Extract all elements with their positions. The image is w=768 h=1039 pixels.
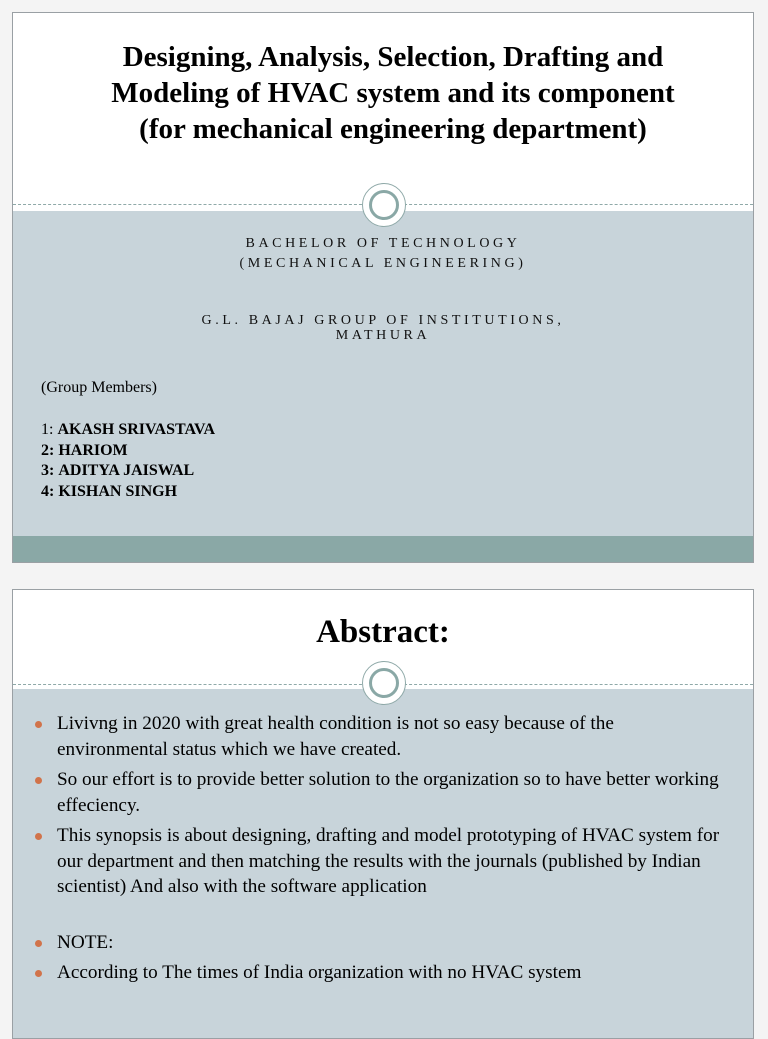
bullet-dot-icon (35, 721, 42, 728)
degree-line-1: BACHELOR OF TECHNOLOGY (245, 236, 521, 251)
institute-line-2: MATHURA (335, 328, 431, 343)
members-list (41, 420, 215, 502)
title-line-3: (for mechanical engineering department) (139, 113, 647, 145)
bullet-item (35, 960, 727, 986)
bullet-text: So our effort is to provide better solution to the organization so to have better working effeciency. (57, 769, 719, 816)
bullet-item (35, 767, 727, 818)
bullet-dot-icon (35, 777, 42, 784)
member-item (41, 461, 215, 482)
degree-line-2: (MECHANICAL ENGINEERING) (239, 256, 527, 271)
bullet-item (35, 711, 727, 762)
bullet-item (35, 823, 727, 900)
member-number: 3: (41, 462, 55, 479)
member-item (41, 420, 215, 441)
member-number: 2: (41, 441, 55, 459)
title-line-2: Modeling of HVAC system and its component (111, 77, 675, 109)
member-name: KISHAN SINGH (58, 482, 178, 500)
title-slide (12, 12, 754, 563)
member-number: 4: (41, 482, 55, 500)
institute-line-1: G.L. BAJAJ GROUP OF INSTITUTIONS, (201, 313, 565, 328)
abstract-slide (12, 589, 754, 1039)
ring-ornament-icon (362, 661, 406, 705)
abstract-bullet-list (35, 711, 727, 991)
bullet-dot-icon (35, 940, 42, 947)
member-name: HARIOM (58, 441, 128, 459)
accent-band (13, 536, 753, 562)
title-line-1: Designing, Analysis, Selection, Drafting and (122, 41, 664, 73)
bullet-text: This synopsis is about designing, drafting and model prototyping of HVAC system for our department and then matching the results with the journals (published by Indian scientist) And also with the software application (57, 825, 720, 897)
bullet-item (35, 930, 727, 956)
ring-ornament-icon (362, 183, 406, 227)
bullet-dot-icon (35, 970, 42, 977)
member-item (41, 482, 215, 503)
title-area (13, 13, 753, 205)
member-name: AKASH SRIVASTAVA (57, 421, 215, 438)
members-heading: (Group Members) (41, 379, 157, 396)
member-item (41, 441, 215, 462)
member-number: 1: (41, 421, 54, 438)
presentation-title (33, 39, 753, 147)
member-name: ADITYA JAISWAL (58, 462, 195, 479)
bullet-text: According to The times of India organization with no HVAC system (57, 962, 582, 983)
bullet-text: Livivng in 2020 with great health condition is not so easy because of the environmental status which we have created. (57, 713, 614, 760)
slide-title: Abstract: (316, 614, 450, 650)
bullet-text: NOTE: (57, 931, 114, 953)
bullet-dot-icon (35, 833, 42, 840)
